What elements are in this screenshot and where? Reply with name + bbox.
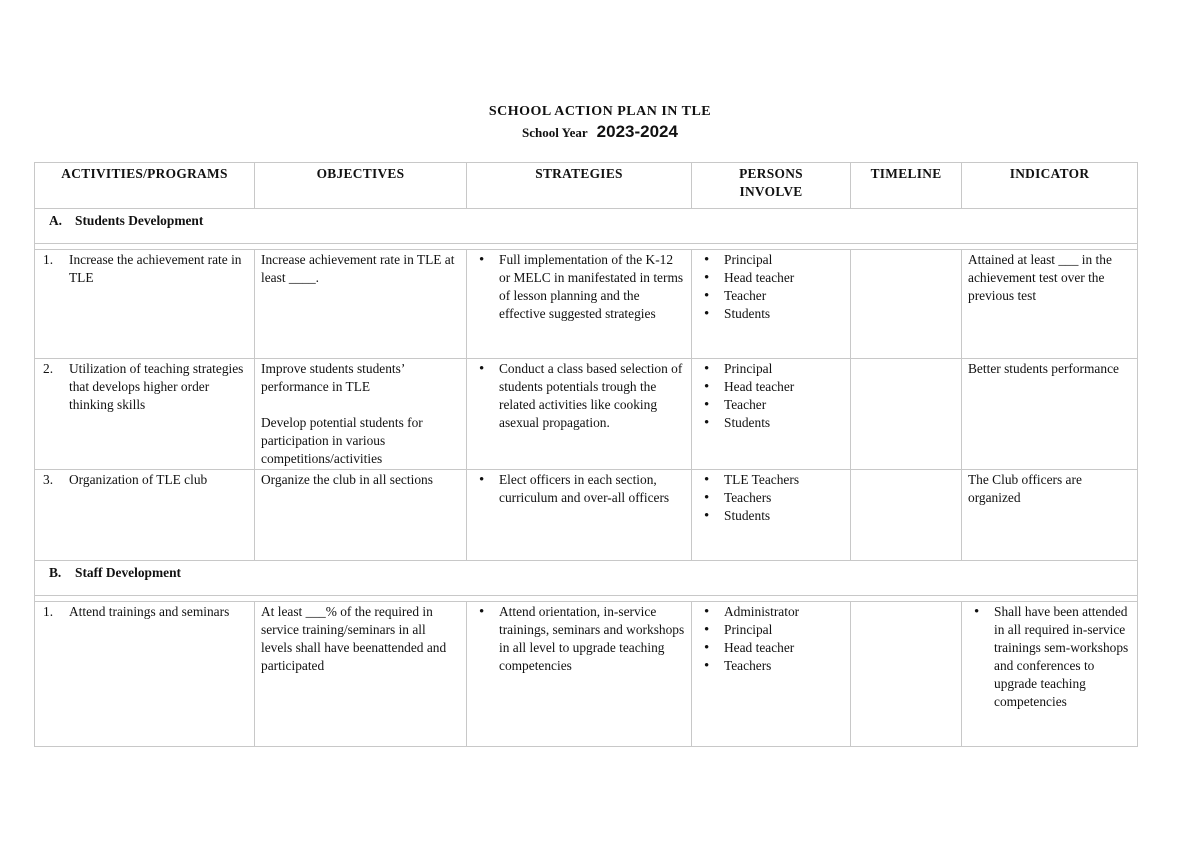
indicator-cell <box>962 602 1138 747</box>
person-item: • Principal <box>698 251 844 269</box>
strategy-item: • Full implementation of the K-12 or MELC in manifestated in terms of lesson planning and the effective suggested strategies <box>473 251 685 323</box>
objective-text: Improve students students’ performance in TLE <box>261 361 405 394</box>
indicator-text: Attained at least ___ in the achievement test over the previous test <box>968 252 1112 303</box>
col-header-persons: PERSONS INVOLVE <box>692 163 851 209</box>
objectives-cell <box>255 359 467 470</box>
table-row <box>35 250 1138 359</box>
person-item: • Teacher <box>698 396 844 414</box>
activity-cell <box>35 470 255 561</box>
person-item: • Principal <box>698 360 844 378</box>
person-item: • Principal <box>698 621 844 639</box>
strategies-cell <box>467 250 692 359</box>
indicator-text: The Club officers are organized <box>968 472 1082 505</box>
row-number: 3. <box>43 472 54 487</box>
objective-text: Develop potential students for participation in various competitions/activities <box>261 415 423 466</box>
person-item: • Students <box>698 305 844 323</box>
person-item: • Students <box>698 414 844 432</box>
col-header-activities: ACTIVITIES/PROGRAMS <box>35 163 255 209</box>
school-year-value: 2023-2024 <box>596 122 678 141</box>
activity-text: Increase the achievement rate in TLE <box>69 252 242 285</box>
col-header-timeline: TIMELINE <box>851 163 962 209</box>
table-row <box>35 359 1138 470</box>
row-number: 2. <box>43 361 54 376</box>
col-header-indicator: INDICATOR <box>962 163 1138 209</box>
indicator-cell <box>962 470 1138 561</box>
activity-cell <box>35 602 255 747</box>
col-header-strategies: STRATEGIES <box>467 163 692 209</box>
timeline-cell <box>851 250 962 359</box>
timeline-cell <box>851 470 962 561</box>
strategies-cell <box>467 359 692 470</box>
persons-cell <box>692 250 851 359</box>
indicator-cell <box>962 250 1138 359</box>
section-letter: A. <box>49 213 63 228</box>
section-header-staff <box>35 561 1138 596</box>
school-year-line <box>0 122 1200 142</box>
person-item: • Administrator <box>698 603 844 621</box>
strategy-item: • Conduct a class based selection of students potentials trough the related activities like cooking asexual propagation. <box>473 360 685 432</box>
activity-text: Utilization of teaching strategies that develops higher order thinking skills <box>69 361 244 412</box>
persons-cell <box>692 470 851 561</box>
indicator-cell <box>962 359 1138 470</box>
document-title: SCHOOL ACTION PLAN IN TLE <box>488 104 712 119</box>
objectives-cell <box>255 250 467 359</box>
objective-text: Organize the club in all sections <box>261 472 433 487</box>
objective-text: Increase achievement rate in TLE at least ____. <box>261 252 455 285</box>
indicator-item: • Shall have been attended in all required in-service trainings sem-workshops and conferences to upgrade teaching competencies <box>968 603 1131 711</box>
objective-text: At least ___% of the required in service training/seminars in all levels shall have beenattended and participated <box>261 604 447 673</box>
activity-text: Attend trainings and seminars <box>69 604 230 619</box>
objectives-cell <box>255 470 467 561</box>
timeline-cell <box>851 602 962 747</box>
person-item: • Head teacher <box>698 378 844 396</box>
timeline-cell <box>851 359 962 470</box>
strategy-item: • Attend orientation, in-service trainings, seminars and workshops in all level to upgrade teaching competencies <box>473 603 685 675</box>
activity-text: Organization of TLE club <box>69 472 208 487</box>
strategies-cell <box>467 470 692 561</box>
person-item: • TLE Teachers <box>698 471 844 489</box>
row-number: 1. <box>43 252 54 267</box>
objectives-cell <box>255 602 467 747</box>
activity-cell <box>35 250 255 359</box>
section-title: Students Development <box>75 213 204 228</box>
person-item: • Teachers <box>698 489 844 507</box>
person-item: • Teacher <box>698 287 844 305</box>
strategies-cell <box>467 602 692 747</box>
strategy-item: • Elect officers in each section, curriculum and over-all officers <box>473 471 685 507</box>
table-row <box>35 470 1138 561</box>
person-item: • Head teacher <box>698 639 844 657</box>
table-row <box>35 602 1138 747</box>
school-year-label: School Year <box>522 125 588 140</box>
persons-cell <box>692 602 851 747</box>
person-item: • Students <box>698 507 844 525</box>
persons-cell <box>692 359 851 470</box>
action-plan-table <box>34 162 1138 747</box>
table-header-row <box>35 163 1138 209</box>
section-title: Staff Development <box>75 565 181 580</box>
person-item: • Teachers <box>698 657 844 675</box>
section-letter: B. <box>49 565 62 580</box>
section-header-students <box>35 209 1138 244</box>
activity-cell <box>35 359 255 470</box>
col-header-objectives: OBJECTIVES <box>255 163 467 209</box>
person-item: • Head teacher <box>698 269 844 287</box>
indicator-text: Better students performance <box>968 361 1119 376</box>
row-number: 1. <box>43 604 54 619</box>
